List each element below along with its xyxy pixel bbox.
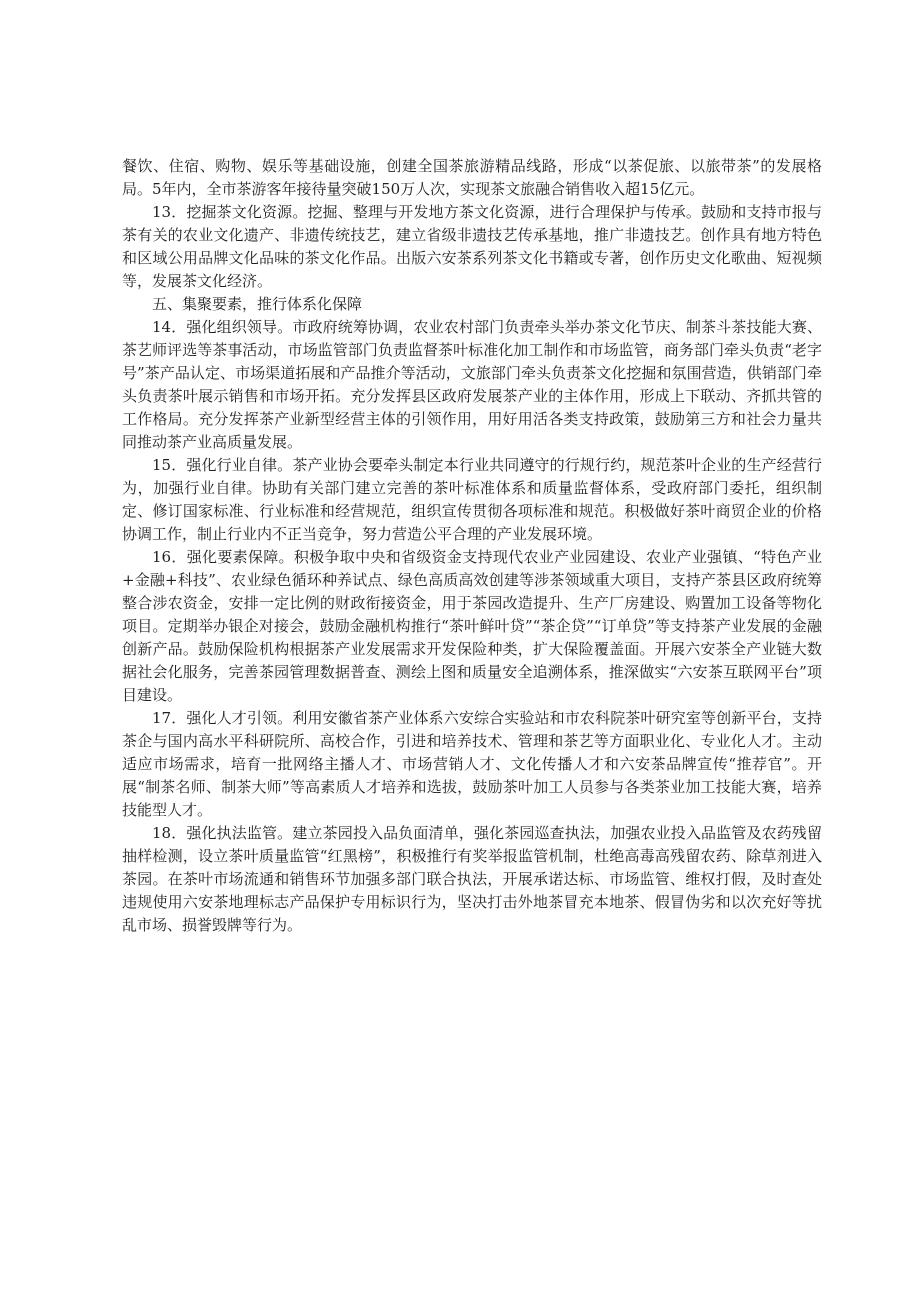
paragraph-item-15: 15．强化行业自律。茶产业协会要牵头制定本行业共同遵守的行规行约，规范茶叶企业的生产经营行为，加强行业自律。协助有关部门建立完善的茶叶标准体系和质量监督体系，受政府部门委托，组织制定、修订国家标准、行业标准和经营规范，组织宣传贯彻各项标准和规范。积极做好茶叶商贸企业的价格协调工作，制止行业内不正当竞争，努力营造公平合理的产业发展环境。 [122,456,822,543]
section-heading-5: 五、集聚要素，推行体系化保障 [152,295,363,313]
paragraph-item-16: 16．强化要素保障。积极争取中央和省级资金支持现代农业产业园建设、农业产业强镇、“特色产业+金融+科技”、农业绿色循环种养试点、绿色高质高效创建等涉茶领域重大项目，支持产茶县区政府统筹整合涉农资金，安排一定比例的财政衔接资金，用于茶园改造提升、生产厂房建设、购置加工设备等物化项目。定期举办银企对接会，鼓励金融机构推行“茶叶鲜叶贷”“茶企贷”“订单贷”等支持茶产业发展的金融创新产品。鼓励保险机构根据茶产业发展需求开发保险种类，扩大保险覆盖面。开展六安茶全产业链大数据社会化服务，完善茶园管理数据普查、测绘上图和质量安全追溯体系，推深做实“六安茶互联网平台”项目建设。 [122,548,822,704]
paragraph-item-18: 18．强化执法监管。建立茶园投入品负面清单，强化茶园巡查执法，加强农业投入品监管及农药残留抽样检测，设立茶叶质量监管“红黑榜”，积极推行有奖举报监管机制，杜绝高毒高残留农药、除草剂进入茶园。在茶叶市场流通和销售环节加强多部门联合执法，开展承诺达标、市场监管、维权打假，及时查处违规使用六安茶地理标志产品保护专用标识行为，坚决打击外地茶冒充本地茶、假冒伪劣和以次充好等扰乱市场、损誉毁牌等行为。 [122,824,822,934]
paragraph-item-13: 13．挖掘茶文化资源。挖掘、整理与开发地方茶文化资源，进行合理保护与传承。鼓励和支持市报与茶有关的农业文化遗产、非遗传统技艺，建立省级非遗技艺传承基地，推广非遗技艺。创作具有地方特色和区域公用品牌文化品味的茶文化作品。出版六安茶系列茶文化书籍或专著，创作历史文化歌曲、短视频等，发展茶文化经济。 [122,203,822,290]
document-page [122,155,822,937]
paragraph-item-17: 17．强化人才引领。利用安徽省茶产业体系六安综合实验站和市农科院茶叶研究室等创新平台，支持茶企与国内高水平科研院所、高校合作，引进和培养技术、管理和茶艺等方面职业化、专业化人才。主动适应市场需求，培育一批网络主播人才、市场营销人才、文化传播人才和六安茶品牌宣传“推荐官”。开展“制茶名师、制茶大师”等高素质人才培养和选拔，鼓励茶叶加工人员参与各类茶业加工技能大赛，培养技能型人才。 [122,709,822,819]
paragraph-continuation: 餐饮、住宿、购物、娱乐等基础设施，创建全国茶旅游精品线路，形成“以茶促旅、以旅带茶”的发展格局。5年内，全市茶游客年接待量突破150万人次，实现茶文旅融合销售收入超15亿元。 [122,157,822,198]
paragraph-item-14: 14．强化组织领导。市政府统筹协调，农业农村部门负责牵头举办茶文化节庆、制茶斗茶技能大赛、茶艺师评选等茶事活动，市场监管部门负责监督茶叶标准化加工制作和市场监管，商务部门牵头负责“老字号”茶产品认定、市场渠道拓展和产品推介等活动，文旅部门牵头负责茶文化挖掘和氛围营造，供销部门牵头负责茶叶展示销售和市场开拓。充分发挥县区政府发展茶产业的主体作用，形成上下联动、齐抓共管的工作格局。充分发挥茶产业新型经营主体的引领作用，用好用活各类支持政策，鼓励第三方和社会力量共同推动茶产业高质量发展。 [122,318,822,451]
